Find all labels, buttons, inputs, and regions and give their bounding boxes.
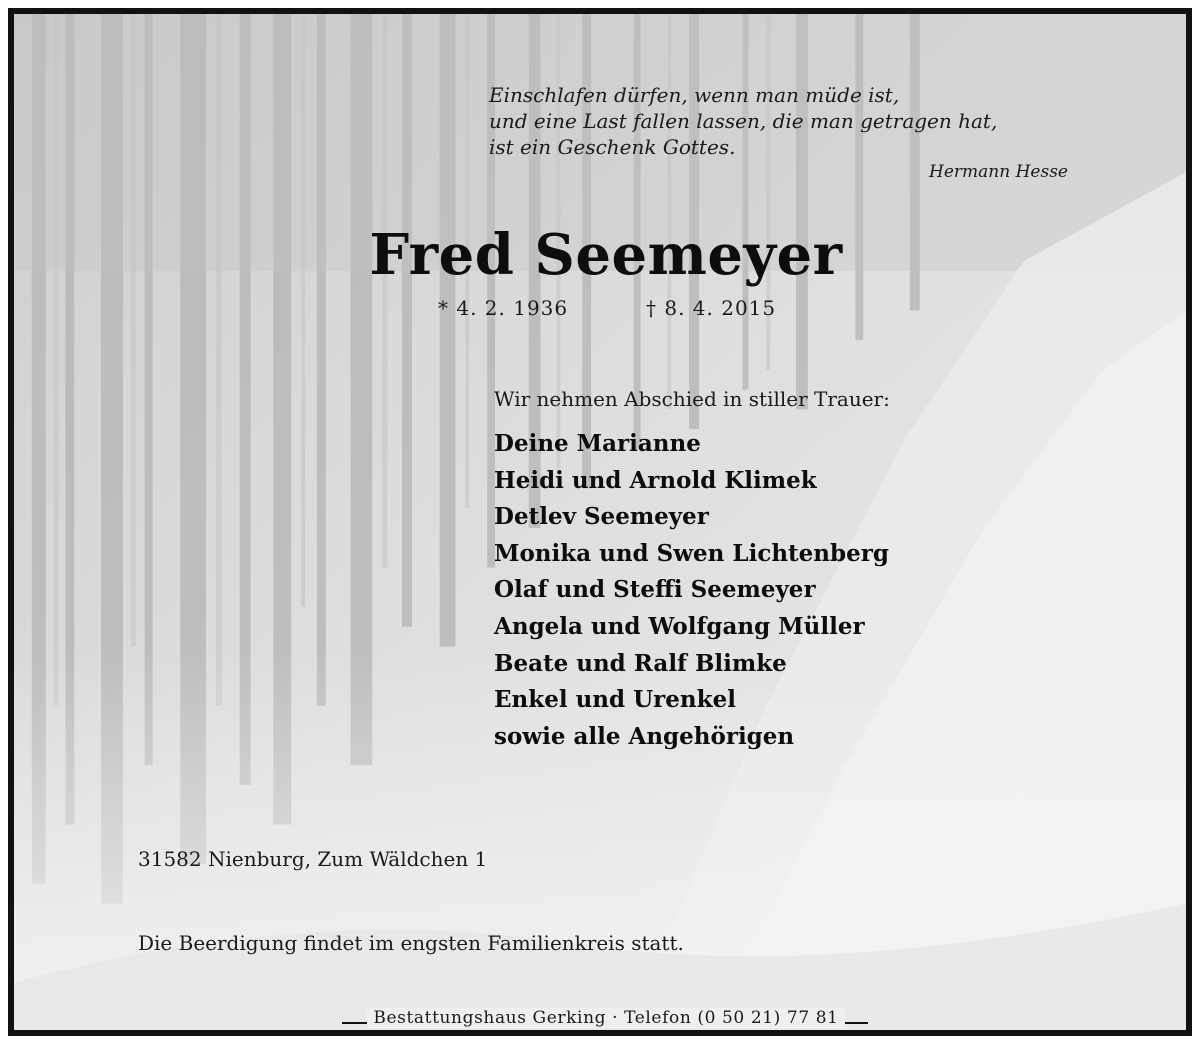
mourner-entry: Olaf und Steffi Seemeyer <box>494 576 816 604</box>
birth-date: * 4. 2. 1936 <box>438 296 569 320</box>
family-address: 31582 Nienburg, Zum Wäldchen 1 <box>138 847 488 871</box>
deceased-name: Fred Seemeyer <box>369 222 843 288</box>
quote-line: Einschlafen dürfen, wenn man müde ist, <box>489 83 900 107</box>
funeral-note: Die Beerdigung findet im engsten Familienkreis statt. <box>138 931 684 955</box>
quote-line: und eine Last fallen lassen, die man getragen hat, <box>489 109 998 133</box>
mourner-entry: Monika und Swen Lichtenberg <box>494 539 889 567</box>
mourners-list <box>494 426 889 755</box>
obituary-notice <box>8 8 1192 1036</box>
mourner-entry: Angela und Wolfgang Müller <box>494 612 865 640</box>
death-date: † 8. 4. 2015 <box>646 296 777 320</box>
mourning-intro: Wir nehmen Abschied in stiller Trauer: <box>494 387 890 411</box>
quote-line: ist ein Geschenk Gottes. <box>489 135 736 159</box>
mourner-entry: Deine Marianne <box>494 430 701 457</box>
hesse-quote <box>489 82 1079 160</box>
mourner-entry: sowie alle Angehörigen <box>494 722 795 750</box>
quote-author: Hermann Hesse <box>929 162 1068 182</box>
mourner-entry: Enkel und Urenkel <box>494 686 736 714</box>
mourner-entry: Heidi und Arnold Klimek <box>494 466 817 494</box>
mourner-entry: Beate und Ralf Blimke <box>494 649 787 677</box>
footer-bar <box>14 1006 1192 1030</box>
funeral-home-contact: Bestattungshaus Gerking · Telefon (0 50 21) 77 81 <box>367 1008 844 1028</box>
mourner-entry: Detlev Seemeyer <box>494 503 709 531</box>
